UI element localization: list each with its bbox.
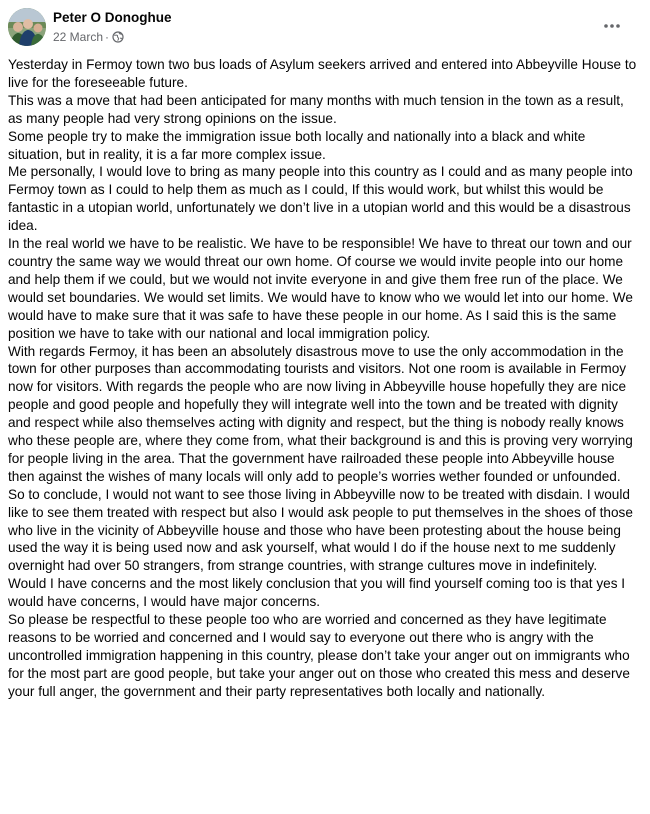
post-paragraph: With regards Fermoy, it has been an absolutely disastrous move to use the only accommodation in the town for other purposes than accommodating tourists and visitors. Not one room is available in Fermoy now for visitors. With regards the people who are now living in Abbeyville house hopefully they are nice people and good people and hopefully they will integrate well into the town and be treated with dignity and respect while also themselves acting with dignity and respect, but the thing is nobody really knows who these people are, where they come from, what their background is and this is proving very worrying for people living in the area. That the government have railroaded these people into Abbeyville house then against the wishes of many locals will only add to people’s worries wether founded or unfounded. — [8, 343, 633, 484]
post-header — [0, 0, 650, 52]
avatar[interactable] — [8, 8, 46, 46]
globe-icon — [112, 31, 124, 43]
more-horizontal-icon — [603, 23, 621, 29]
post-timestamp[interactable]: 22 March — [53, 30, 104, 44]
author-name[interactable]: Peter O Donoghue — [53, 10, 172, 25]
post-paragraph: In the real world we have to be realistic. We have to be responsible! We have to threat our town and our country the same way we would threat our own home. Of course we would invite people into our home and help them if we could, but we would not invite everyone in and give them free run of the place. We would set boundaries. We would set limits. We would have to know who we would let into our home. We would have to make sure that it was safe to have these people in our home. As I said this is the same position we have to take with our national and local immigration policy. — [8, 236, 633, 341]
avatar-image — [8, 8, 46, 46]
post-paragraph: This was a move that had been anticipated for many months with much tension in the town as a result, as many people had very strong opinions on the issue. — [8, 92, 624, 126]
post-paragraph: Me personally, I would love to bring as many people into this country as I could and as many people into Fermoy town as I could to help them as much as I could, If this would work, but whilst this would be fantastic in a utopian world, unfortunately we don’t live in a utopian world and this would be a disastrous idea. — [8, 164, 633, 234]
post-meta — [53, 30, 124, 44]
post-paragraph: So to conclude, I would not want to see those living in Abbeyville now to be treated with disdain. I would like to see them treated with respect but also I would ask people to put themselves in the shoes of those who live in the vicinity of Abbeyville house and those who have been protesting about the house being used the way it is being used now and ask yourself, what would I do if the house next to me suddenly overnight had over 50 strangers, from strange countries, with strange cultures move in indefinitely. Would I have concerns and the most likely conclusion that you will find yourself coming too is that yes I would have concerns, I would have major concerns. — [8, 486, 633, 610]
post-paragraph: Some people try to make the immigration issue both locally and nationally into a black and white situation, but in reality, it is a far more complex issue. — [8, 128, 586, 162]
post-body — [8, 56, 638, 701]
meta-separator: · — [105, 30, 110, 44]
post-paragraph: So please be respectful to these people too who are worried and concerned as they have legitimate reasons to be worried and concerned and I would say to everyone out there who is angry with the uncontrolled immigration happening in this country, please don’t take your anger out on immigrants who for the most part are good people, but take your anger out on those who created this mess and deserve your full anger, the government and their party representatives both locally and nationally. — [8, 612, 630, 699]
post-paragraph: Yesterday in Fermoy town two bus loads of Asylum seekers arrived and entered into Abbeyville House to live for the foreseeable future. — [8, 57, 637, 90]
more-options-button[interactable] — [598, 12, 626, 40]
